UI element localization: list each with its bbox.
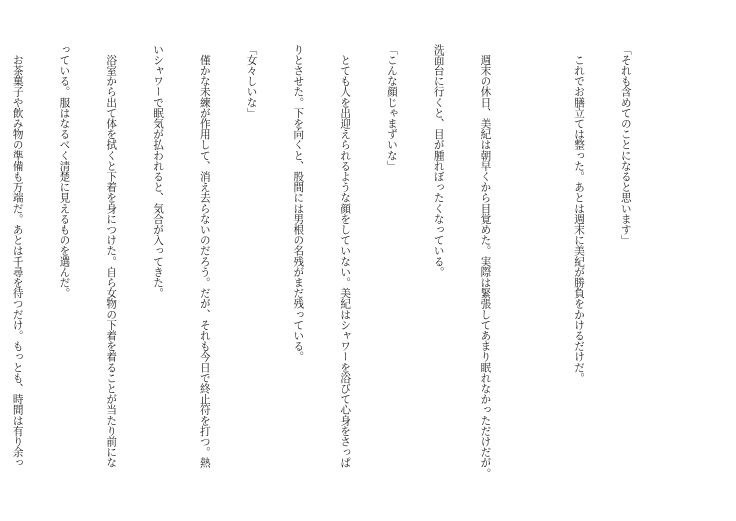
text-line: 「女々しいな」 bbox=[245, 44, 258, 119]
text-line: いシャワーで眠気が払われると、気合が入ってきた。 bbox=[152, 44, 164, 299]
text-line: とても人を出迎えられるような顔をしていない。美紀はシャワーを浴びて心身をさっぱ bbox=[339, 44, 352, 468]
text-line: 浴室から出て体を拭くと下着を身につけた。自ら女物の下着を着ることが当たり前にな bbox=[105, 44, 118, 468]
vertical-text-body bbox=[11, 44, 664, 479]
text-line: お茶菓子や飲み物の準備も万端だ。あとは千尋を待つだけ。もっとも、時間は有り余っ bbox=[11, 44, 24, 468]
text-line: 僅かな未練が作用して、消え去らないのだろう。だが、それも今日で終止符を打つ。熱 bbox=[198, 44, 211, 468]
text-line: 洗面台に行くと、目が腫れぼったくなっている。 bbox=[432, 44, 445, 278]
text-line: 週末の休日、美紀は朝早くから目覚めた。実際は緊張してあまり眠れなかっただけだが。 bbox=[479, 44, 492, 479]
text-line: 「こんな顔じゃまずいな」 bbox=[385, 44, 398, 172]
text-line bbox=[524, 44, 540, 458]
text-line: これでお膳立ては整った。あとは週末に美紀が勝負をかけるだけだ。 bbox=[573, 44, 586, 384]
text-line: 「それも含めてのことになると思います」 bbox=[619, 44, 632, 246]
text-line: りとさせた。下を向くと、股間には男根の名残がまだ残っている。 bbox=[292, 44, 305, 362]
text-line: っている。服はなるべく清楚に見えるものを選んだ。 bbox=[58, 44, 71, 299]
